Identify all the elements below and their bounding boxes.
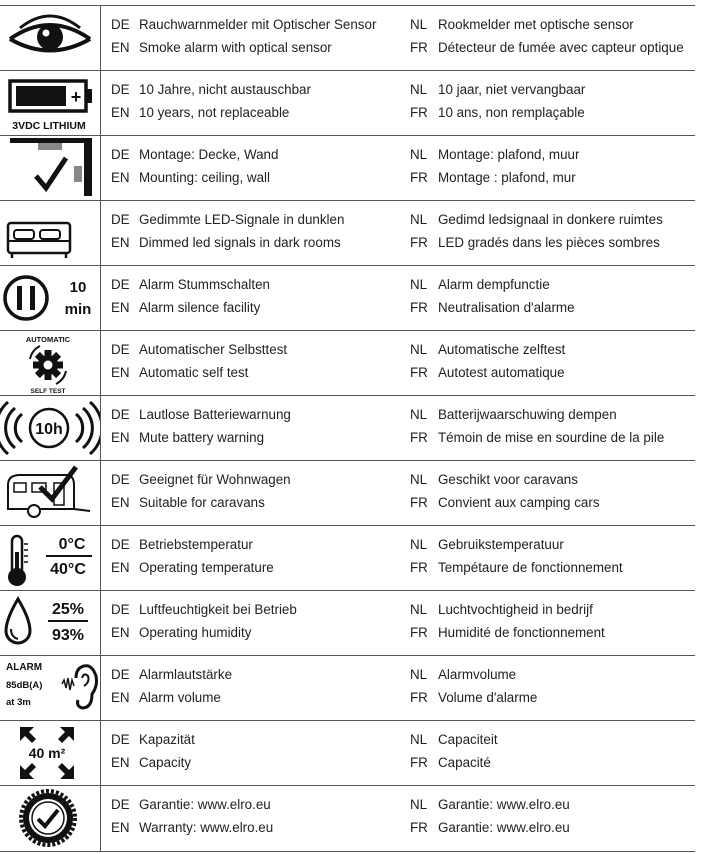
label-fr: FR xyxy=(410,820,428,835)
label-de: DE xyxy=(111,537,130,552)
text-de: Automatischer Selbsttest xyxy=(139,342,288,357)
label-en: EN xyxy=(111,235,130,250)
table-row xyxy=(0,201,695,266)
label-fr: FR xyxy=(410,170,428,185)
text-nl: Gebruikstemperatuur xyxy=(438,537,564,552)
table-row xyxy=(0,331,695,396)
text-fr: Volume d'alarme xyxy=(438,690,538,705)
label-de: DE xyxy=(111,732,130,747)
label-nl: NL xyxy=(410,667,428,682)
label-nl: NL xyxy=(410,17,428,32)
battery-label: 3VDC LITHIUM xyxy=(12,120,86,132)
text-nl: Luchtvochtigheid in bedrijf xyxy=(438,602,593,617)
label-fr: FR xyxy=(410,105,428,120)
icon-cell xyxy=(0,71,101,135)
text-de: 10 Jahre, nicht austauschbar xyxy=(139,82,311,97)
text-de: Betriebstemperatur xyxy=(139,537,253,552)
label-de: DE xyxy=(111,602,130,617)
text-nl: Alarm dempfunctie xyxy=(438,277,550,292)
text-en: Automatic self test xyxy=(139,365,249,380)
icon-cell xyxy=(0,786,101,851)
text-nl: Garantie: www.elro.eu xyxy=(438,797,570,812)
text-fr: 10 ans, non remplaçable xyxy=(438,105,585,120)
label-en: EN xyxy=(111,105,130,120)
text-en: Mounting: ceiling, wall xyxy=(139,170,270,185)
icon-cell xyxy=(0,461,101,525)
text-de: Rauchwarnmelder mit Optischer Sensor xyxy=(139,17,377,32)
text-fr: Capacité xyxy=(438,755,491,770)
caravan-icon xyxy=(0,461,100,525)
eye-icon xyxy=(0,6,100,70)
table-row xyxy=(0,591,695,656)
icon-cell xyxy=(0,721,101,785)
table-row xyxy=(0,786,695,852)
text-en: Dimmed led signals in dark rooms xyxy=(139,235,341,250)
text-en: Alarm volume xyxy=(139,690,221,705)
label-fr: FR xyxy=(410,495,428,510)
table-row xyxy=(0,656,695,721)
text-fr: Garantie: www.elro.eu xyxy=(438,820,570,835)
icon-cell xyxy=(0,526,101,590)
label-nl: NL xyxy=(410,537,428,552)
label-nl: NL xyxy=(410,407,428,422)
table-row xyxy=(0,396,695,461)
humidity-max: 93% xyxy=(51,627,85,644)
table-row xyxy=(0,721,695,786)
mute-battery-icon xyxy=(0,396,100,460)
text-fr: Autotest automatique xyxy=(438,365,565,380)
text-fr: Convient aux camping cars xyxy=(438,495,600,510)
label-fr: FR xyxy=(410,430,428,445)
battery-icon xyxy=(0,71,100,135)
table-row xyxy=(0,136,695,201)
text-de: Kapazität xyxy=(139,732,195,747)
label-nl: NL xyxy=(410,342,428,357)
label-fr: FR xyxy=(410,755,428,770)
text-en: Capacity xyxy=(139,755,192,770)
ear-icon xyxy=(0,656,100,720)
label-en: EN xyxy=(111,495,130,510)
text-de: Geeignet für Wohnwagen xyxy=(139,472,291,487)
bed-moon-icon xyxy=(0,201,100,265)
silence-duration: 10 xyxy=(69,279,87,296)
label-nl: NL xyxy=(410,797,428,812)
label-nl: NL xyxy=(410,277,428,292)
text-nl: Gedimd ledsignaal in donkere ruimtes xyxy=(438,212,663,227)
label-en: EN xyxy=(111,300,130,315)
table-row xyxy=(0,266,695,331)
temp-max: 40°C xyxy=(50,561,86,578)
text-fr: Détecteur de fumée avec capteur optique xyxy=(438,40,684,55)
label-fr: FR xyxy=(410,300,428,315)
icon-cell xyxy=(0,591,101,655)
gear-icon xyxy=(0,331,100,395)
pause-icon xyxy=(0,266,100,330)
text-fr: Humidité de fonctionnement xyxy=(438,625,605,640)
capacity-value: 40 m² xyxy=(28,745,66,761)
label-de: DE xyxy=(111,472,130,487)
label-de: DE xyxy=(111,212,130,227)
icon-cell xyxy=(0,656,101,720)
label-de: DE xyxy=(111,82,130,97)
label-nl: NL xyxy=(410,472,428,487)
label-en: EN xyxy=(111,40,130,55)
area-arrows-icon xyxy=(0,721,100,785)
text-fr: Tempétaure de fonctionnement xyxy=(438,560,623,575)
text-nl: Geschikt voor caravans xyxy=(438,472,578,487)
text-de: Alarmlautstärke xyxy=(139,667,233,682)
icon-cell xyxy=(0,201,101,265)
spec-table xyxy=(0,5,695,852)
text-fr: Neutralisation d'alarme xyxy=(438,300,575,315)
label-en: EN xyxy=(111,690,130,705)
label-fr: FR xyxy=(410,40,428,55)
text-en: Alarm silence facility xyxy=(139,300,261,315)
label-de: DE xyxy=(111,277,130,292)
text-nl: Montage: plafond, muur xyxy=(438,147,580,162)
label-nl: NL xyxy=(410,602,428,617)
text-fr: Témoin de mise en sourdine de la pile xyxy=(438,430,665,445)
label-en: EN xyxy=(111,820,130,835)
label-nl: NL xyxy=(410,732,428,747)
text-de: Alarm Stummschalten xyxy=(139,277,270,292)
mute-duration: 10h xyxy=(35,421,63,438)
table-row xyxy=(0,461,695,526)
text-nl: 10 jaar, niet vervangbaar xyxy=(438,82,586,97)
text-de: Garantie: www.elro.eu xyxy=(139,797,271,812)
humidity-min: 25% xyxy=(51,601,85,618)
text-nl: Alarmvolume xyxy=(438,667,517,682)
label-de: DE xyxy=(111,342,130,357)
label-en: EN xyxy=(111,365,130,380)
gear-label-top: AUTOMATIC xyxy=(25,335,71,344)
icon-cell xyxy=(0,136,101,200)
label-en: EN xyxy=(111,560,130,575)
label-en: EN xyxy=(111,430,130,445)
text-en: Suitable for caravans xyxy=(139,495,265,510)
label-nl: NL xyxy=(410,147,428,162)
text-de: Luftfeuchtigkeit bei Betrieb xyxy=(139,602,297,617)
svg-text:+: + xyxy=(70,87,82,107)
gear-label-bottom: SELF TEST xyxy=(30,388,66,395)
label-fr: FR xyxy=(410,235,428,250)
text-en: Smoke alarm with optical sensor xyxy=(139,40,332,55)
label-de: DE xyxy=(111,407,130,422)
text-nl: Batterijwaarschuwing dempen xyxy=(438,407,617,422)
label-en: EN xyxy=(111,625,130,640)
ceiling-wall-mount-icon xyxy=(0,136,100,200)
text-en: Operating humidity xyxy=(139,625,252,640)
table-row xyxy=(0,6,695,71)
label-de: DE xyxy=(111,667,130,682)
label-fr: FR xyxy=(410,690,428,705)
temp-min: 0°C xyxy=(58,536,86,553)
icon-cell xyxy=(0,396,101,460)
warranty-seal-icon xyxy=(0,786,100,851)
label-nl: NL xyxy=(410,82,428,97)
silence-unit: min xyxy=(64,301,92,318)
text-de: Montage: Decke, Wand xyxy=(139,147,279,162)
icon-cell xyxy=(0,331,101,395)
icon-cell xyxy=(0,266,101,330)
text-en: Mute battery warning xyxy=(139,430,265,445)
label-en: EN xyxy=(111,170,130,185)
alarm-label: ALARM xyxy=(6,662,43,673)
alarm-db: 85dB(A) xyxy=(6,680,43,691)
text-en: 10 years, not replaceable xyxy=(139,105,290,120)
label-de: DE xyxy=(111,797,130,812)
label-fr: FR xyxy=(410,365,428,380)
text-nl: Automatische zelftest xyxy=(438,342,566,357)
label-de: DE xyxy=(111,17,130,32)
table-row xyxy=(0,71,695,136)
label-fr: FR xyxy=(410,560,428,575)
label-fr: FR xyxy=(410,625,428,640)
label-de: DE xyxy=(111,147,130,162)
alarm-distance: at 3m xyxy=(6,697,31,708)
thermometer-icon xyxy=(0,526,100,590)
text-nl: Rookmelder met optische sensor xyxy=(438,17,634,32)
text-en: Operating temperature xyxy=(139,560,274,575)
text-fr: LED gradés dans les pièces sombres xyxy=(438,235,660,250)
label-nl: NL xyxy=(410,212,428,227)
text-nl: Capaciteit xyxy=(438,732,498,747)
text-fr: Montage : plafond, mur xyxy=(438,170,576,185)
icon-cell xyxy=(0,6,101,70)
water-drop-icon xyxy=(0,591,100,655)
table-row xyxy=(0,526,695,591)
label-en: EN xyxy=(111,755,130,770)
text-en: Warranty: www.elro.eu xyxy=(139,820,274,835)
text-de: Lautlose Batteriewarnung xyxy=(139,407,291,422)
text-de: Gedimmte LED-Signale in dunklen xyxy=(139,212,345,227)
